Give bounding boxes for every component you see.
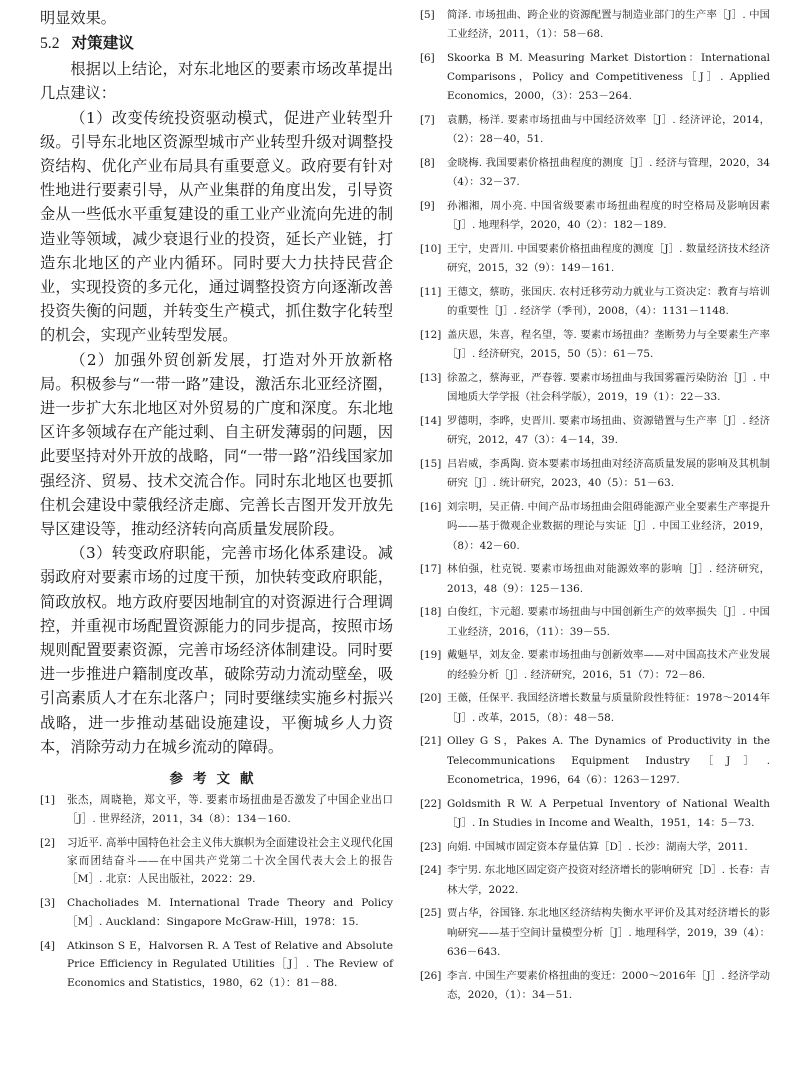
reference-text: 罗德明，李晔，史晋川. 要素市场扭曲、资源错置与生产率［J］. 经济研究，2012，47（3）：4－14，39. xyxy=(447,415,770,447)
reference-index: [2] xyxy=(40,836,56,849)
reference-text: 徐盈之，蔡海亚，严春蓉. 要素市场扭曲与我国雾霾污染防治［J］. 中国地质大学学报（社会科学版），2019，19（1）：22－33. xyxy=(447,372,770,404)
reference-text: 李言. 中国生产要素价格扭曲的变迁：2000～2016年［J］. 经济学动态，2020，（1）：34－51. xyxy=(447,969,770,1001)
reference-item xyxy=(420,689,770,727)
reference-item xyxy=(420,560,770,598)
reference-index: [11] xyxy=(420,286,442,299)
reference-list-right xyxy=(420,6,770,1005)
reference-item xyxy=(420,646,770,684)
reference-item xyxy=(420,326,770,364)
reference-index: [17] xyxy=(420,563,442,576)
reference-index: [20] xyxy=(420,692,442,705)
reference-index: [10] xyxy=(420,243,442,256)
reference-item xyxy=(420,455,770,493)
section-title: 对策建议 xyxy=(71,34,134,53)
reference-item xyxy=(420,154,770,192)
reference-item xyxy=(420,369,770,407)
reference-index: [13] xyxy=(420,372,442,385)
reference-item xyxy=(420,6,770,44)
reference-text: Olley G S，Pakes A. The Dynamics of Productivity in the Telecommunications Equipment Industry［J］. Econometrica，1996，64（6）：1263－1297. xyxy=(447,735,770,786)
reference-text: 习近平. 高举中国特色社会主义伟大旗帜为全面建设社会主义现代化国家而团结奋斗——在中国共产党第二十次全国代表大会上的报告［M］. 北京：人民出版社，2022：29. xyxy=(67,836,393,886)
section-heading xyxy=(40,30,393,57)
reference-text: Chacholiades M. International Trade Theory and Policy［M］. Auckland：Singapore McGraw-Hill，1978：15. xyxy=(67,897,393,928)
reference-item xyxy=(420,967,770,1005)
reference-item xyxy=(420,111,770,149)
reference-index: [18] xyxy=(420,606,442,619)
reference-index: [7] xyxy=(420,114,435,127)
reference-text: 张杰，周晓艳，郑文平，等. 要素市场扭曲是否激发了中国企业出口［J］. 世界经济，2011，34（8）：134－160. xyxy=(67,794,393,825)
reference-text: 王宁，史晋川. 中国要素价格扭曲程度的测度［J］. 数量经济技术经济研究，2015，32（9）：149－161. xyxy=(447,243,770,275)
paragraph-suggestion-2: （2）加强外贸创新发展，打造对外开放新格局。积极参与“一带一路”建设，激活东北亚经济圈，进一步扩大东北地区对外贸易的广度和深度。东北地区许多领域存在产能过剩、自主研发薄弱的问题，因此要坚持对外开放的战略，同“一带一路”沿线国家加强经济、贸易、技术交流合作。同时东北地区也要抓住机会建设中蒙俄经济走廊、完善长吉图开发开放先导区建设等，推动经济转向高质量发展阶段。 xyxy=(40,350,393,539)
reference-item xyxy=(40,894,393,931)
reference-item xyxy=(40,834,393,889)
reference-text: 袁鹏，杨洋. 要素市场扭曲与中国经济效率［J］. 经济评论，2014，（2）：28－40，51. xyxy=(447,114,770,146)
reference-index: [14] xyxy=(420,415,442,428)
reference-index: [1] xyxy=(40,794,56,807)
reference-index: [4] xyxy=(40,939,56,952)
reference-item xyxy=(40,937,393,992)
reference-index: [9] xyxy=(420,200,435,213)
reference-index: [22] xyxy=(420,797,442,810)
reference-text: 金晓梅. 我国要素价格扭曲程度的测度［J］. 经济与管理，2020，34（4）：32－37. xyxy=(447,157,770,189)
reference-text: 李宁男. 东北地区固定资产投资对经济增长的影响研究［D］. 长春：吉林大学，2022. xyxy=(447,864,770,896)
reference-text: Atkinson S E，Halvorsen R. A Test of Relative and Absolute Price Efficiency in Regulated Utilities［J］. The Review of Economics and Statistics，1980，62（1）：81－88. xyxy=(67,939,393,989)
reference-text: 林伯强，杜克锐. 要素市场扭曲对能源效率的影响［J］. 经济研究，2013，48（9）：125－136. xyxy=(447,563,770,595)
reference-index: [24] xyxy=(420,864,442,877)
reference-item xyxy=(420,904,770,962)
reference-text: 刘宗明，吴正倩. 中间产品市场扭曲会阻碍能源产业全要素生产率提升吗——基于微观企业数据的理论与实证［J］. 中国工业经济，2019，（8）：42－60. xyxy=(447,501,770,552)
reference-text: 向娟. 中国城市固定资本存量估算［D］. 长沙：湖南大学，2011. xyxy=(447,840,748,853)
references-title: 参考文献 xyxy=(169,771,264,788)
reference-index: [25] xyxy=(420,907,442,920)
right-column xyxy=(420,6,770,1010)
reference-text: 戴魁早，刘友金. 要素市场扭曲与创新效率——对中国高技术产业发展的经验分析［J］. 经济研究，2016，51（7）：72－86. xyxy=(447,649,770,681)
reference-item xyxy=(420,283,770,321)
reference-text: Skoorka B M. Measuring Market Distortion：International Comparisons，Policy and Competitiveness［J］. Applied Economics，2000，（3）：253－264. xyxy=(447,52,770,103)
reference-text: 盖庆恩，朱喜，程名望，等. 要素市场扭曲？垄断势力与全要素生产率［J］. 经济研究，2015，50（5）：61－75. xyxy=(447,329,770,361)
paragraph-suggestion-3: （3）转变政府职能，完善市场化体系建设。减弱政府对要素市场的过度干预，加快转变政府职能，简政放权。地方政府要因地制宜的对资源进行合理调控，并重视市场配置资源能力的同步提高，按照市场规则配置要素资源，完善市场经济体制建设。同时要进一步推进户籍制度改革，破除劳动力流动壁垒，吸引高素质人才在东北落户；同时要继续实施乡村振兴战略，进一步推动基础设施建设，平衡城乡人力资本，消除劳动力在城乡流动的障碍。 xyxy=(40,544,393,756)
reference-index: [8] xyxy=(420,157,435,170)
reference-item xyxy=(420,861,770,899)
reference-item xyxy=(420,498,770,556)
reference-item xyxy=(420,412,770,450)
left-column xyxy=(40,6,393,998)
reference-text: 贾占华，谷国锋. 东北地区经济结构失衡水平评价及其对经济增长的影响研究——基于空间计量模型分析［J］. 地理科学，2019，39（4）：636－643. xyxy=(447,907,770,958)
reference-item xyxy=(420,732,770,790)
reference-index: [21] xyxy=(420,735,442,748)
intro-tail-text: 明显效果。 xyxy=(40,9,116,27)
reference-index: [23] xyxy=(420,840,442,853)
reference-index: [3] xyxy=(40,897,56,910)
reference-item xyxy=(420,49,770,107)
reference-index: [12] xyxy=(420,329,442,342)
reference-index: [19] xyxy=(420,649,442,662)
reference-item xyxy=(420,197,770,235)
reference-text: 白俊红，卞元超. 要素市场扭曲与中国创新生产的效率损失［J］. 中国工业经济，2016，（11）：39－55. xyxy=(447,606,770,638)
reference-index: [6] xyxy=(420,52,435,64)
section-number: 5.2 xyxy=(40,35,60,53)
reference-text: 孙湘湘，周小亮. 中国省级要素市场扭曲程度的时空格局及影响因素［J］. 地理科学，2020，40（2）：182－189. xyxy=(447,200,770,232)
reference-index: [5] xyxy=(420,9,435,21)
reference-index: [15] xyxy=(420,458,442,471)
reference-item xyxy=(420,795,770,833)
reference-list-left xyxy=(40,791,393,992)
reference-text: Goldsmith R W. A Perpetual Inventory of National Wealth［J］. In Studies in Income and Wealth，1951，14：5－73. xyxy=(447,797,770,829)
reference-item xyxy=(420,240,770,278)
reference-text: 王德文，蔡昉，张国庆. 农村迁移劳动力就业与工资决定：教育与培训的重要性［J］. 经济学（季刊），2008，（4）：1131－1148. xyxy=(447,286,770,318)
paragraph-intro: 根据以上结论，对东北地区的要素市场改革提出几点建议： xyxy=(40,60,393,103)
reference-text: 王薇，任保平. 我国经济增长数量与质量阶段性特征：1978～2014年［J］. 改革，2015，（8）：48－58. xyxy=(447,692,770,724)
reference-text: 简泽. 市场扭曲、跨企业的资源配置与制造业部门的生产率［J］. 中国工业经济，2011，（1）：58－68. xyxy=(447,9,770,41)
reference-item xyxy=(40,791,393,828)
reference-index: [16] xyxy=(420,501,442,514)
reference-item xyxy=(420,603,770,641)
reference-index: [26] xyxy=(420,969,442,982)
paragraph-suggestion-1: （1）改变传统投资驱动模式，促进产业转型升级。引导东北地区资源型城市产业转型升级对调整投资结构、优化产业布局具有重要意义。政府要有针对性地进行要素引导，从产业集群的角度出发，引导资金从一些低水平重复建设的重工业产业流向先进的制造业等领域，减少衰退行业的投资，延长产业链，打造东北地区的产业内循环。同时要大力扶持民营企业，实现投资的多元化，通过调整投资方向逐渐改善投资失衡的问题，并转变生产模式，抓住数字化转型的机会，实现产业转型发展。 xyxy=(40,108,393,345)
reference-item xyxy=(420,838,770,857)
reference-text: 吕岩威，李禹陶. 资本要素市场扭曲对经济高质量发展的影响及其机制研究［J］. 统计研究，2023，40（5）：51－63. xyxy=(447,458,770,490)
